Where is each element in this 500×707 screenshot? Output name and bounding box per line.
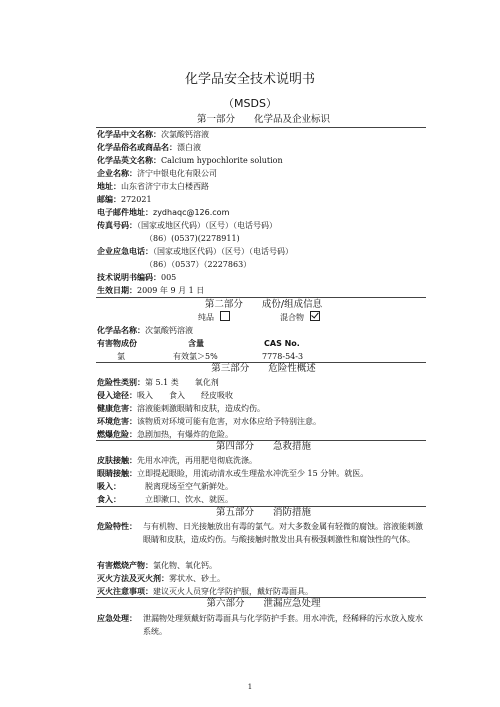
field-route: 侵入途径：吸入 食入 经皮吸收 [97, 391, 233, 400]
field-cn-name: 化学品中文名称：次氯酸钙溶液 [97, 130, 209, 139]
field-doc-code: 技术说明书编码：005 [97, 273, 177, 282]
part1-heading: 第一部分 化学品及企业标识 [196, 114, 330, 125]
col-content: 含量 [188, 339, 204, 348]
fax-number: （86）(0537)(2278911) [145, 234, 240, 243]
part2-heading: 第二部分 成份/组成信息 [204, 299, 323, 310]
field-health-hazard: 健康危害：溶液能刺激眼睛和皮肤，造成灼伤。 [97, 404, 265, 413]
field-postcode: 邮编：272021 [97, 195, 152, 204]
field-env-hazard: 环境危害：该物质对环境可能有危害，对水体应给予特别注意。 [97, 417, 321, 426]
pure-checkbox-icon [220, 311, 230, 321]
mixture-option: 混合物 [280, 311, 320, 324]
field-common-name: 化学品俗名或商品名：漂白液 [97, 143, 201, 152]
field-skin-contact: 皮肤接触：先用水冲洗，再用肥皂彻底洗涤。 [97, 456, 257, 465]
field-effective-date: 生效日期：2009 年 9 月 1 日 [97, 286, 205, 295]
col-cas: CAS No. [264, 339, 300, 348]
field-en-name: 化学品英文名称：Calcium hypochlorite solution [97, 156, 283, 165]
field-emergency-response: 应急处理： 泄漏物处理须戴好防毒面具与化学防护手套。用水冲洗，经稀释的污水放入废水系统。 [97, 614, 423, 636]
field-fire-hazard: 燃爆危险：急剧加热，有爆炸的危险。 [97, 430, 233, 439]
mixture-checkbox-checked-icon [310, 311, 320, 321]
field-chem-name: 化学品名称：次氯酸钙溶液 [97, 326, 193, 335]
field-extinguish-method: 灭火方法及灭火剂：雾状水、砂土。 [97, 574, 225, 583]
field-ingestion: 食入： 立即漱口、饮水、就医。 [97, 495, 233, 504]
document-subtitle: （MSDS） [223, 97, 277, 110]
part6-heading: 第六部分 泄漏应急处理 [206, 598, 321, 609]
field-address: 地址：山东省济宁市太白楼西路 [97, 182, 209, 191]
emergency-number: （86）（0537）（2227863） [145, 260, 252, 269]
field-combustion-products: 有害燃烧产物：氯化物、氧化钙。 [97, 561, 217, 570]
field-fax: 传真号码：（国家或地区代码）（区号）（电话号码） [97, 221, 277, 230]
field-hazard-properties: 危险特性： 与有机物、日光接触放出有毒的氯气。对大多数金属有轻微的腐蚀。溶液能刺激眼睛和皮肤，造成灼伤。与酸接触时散发出具有极强刺激性和腐蚀性的气体。 [97, 522, 423, 544]
part5-heading: 第五部分 消防措施 [215, 507, 311, 518]
field-company: 企业名称：济宁中银电化有限公司 [97, 169, 217, 178]
part4-heading: 第四部分 急救措施 [215, 441, 311, 452]
field-inhalation: 吸入： 脱离现场至空气新鲜处。 [97, 482, 233, 491]
cas-value: 7778-54-3 [262, 352, 304, 361]
field-eye-contact: 眼睛接触：立即提起眼睑，用流动清水或生理盐水冲洗至少 15 分钟。就医。 [97, 469, 369, 478]
field-email: 电子邮件地址：zydhaqc@126.com [97, 208, 230, 217]
col-component: 有害物成份 [97, 339, 137, 348]
field-hazard-class: 危险性类别：第 5.1 类 氧化剂 [97, 378, 219, 387]
document-title: 化学品安全技术说明书 [184, 72, 315, 87]
field-firefighting-notes: 灭火注意事项：建议灭火人员穿化学防护服，戴好防毒面具。 [97, 587, 313, 596]
content-value: 有效氯＞5% [173, 352, 218, 361]
page-number: 1 [247, 683, 253, 691]
pure-option: 纯品 [198, 311, 230, 324]
component-value: 氯 [117, 352, 125, 361]
part3-heading: 第三部分 危险性概述 [211, 363, 316, 374]
field-emergency-phone: 企业应急电话：（国家或地区代码）（区号）（电话号码） [97, 247, 293, 256]
